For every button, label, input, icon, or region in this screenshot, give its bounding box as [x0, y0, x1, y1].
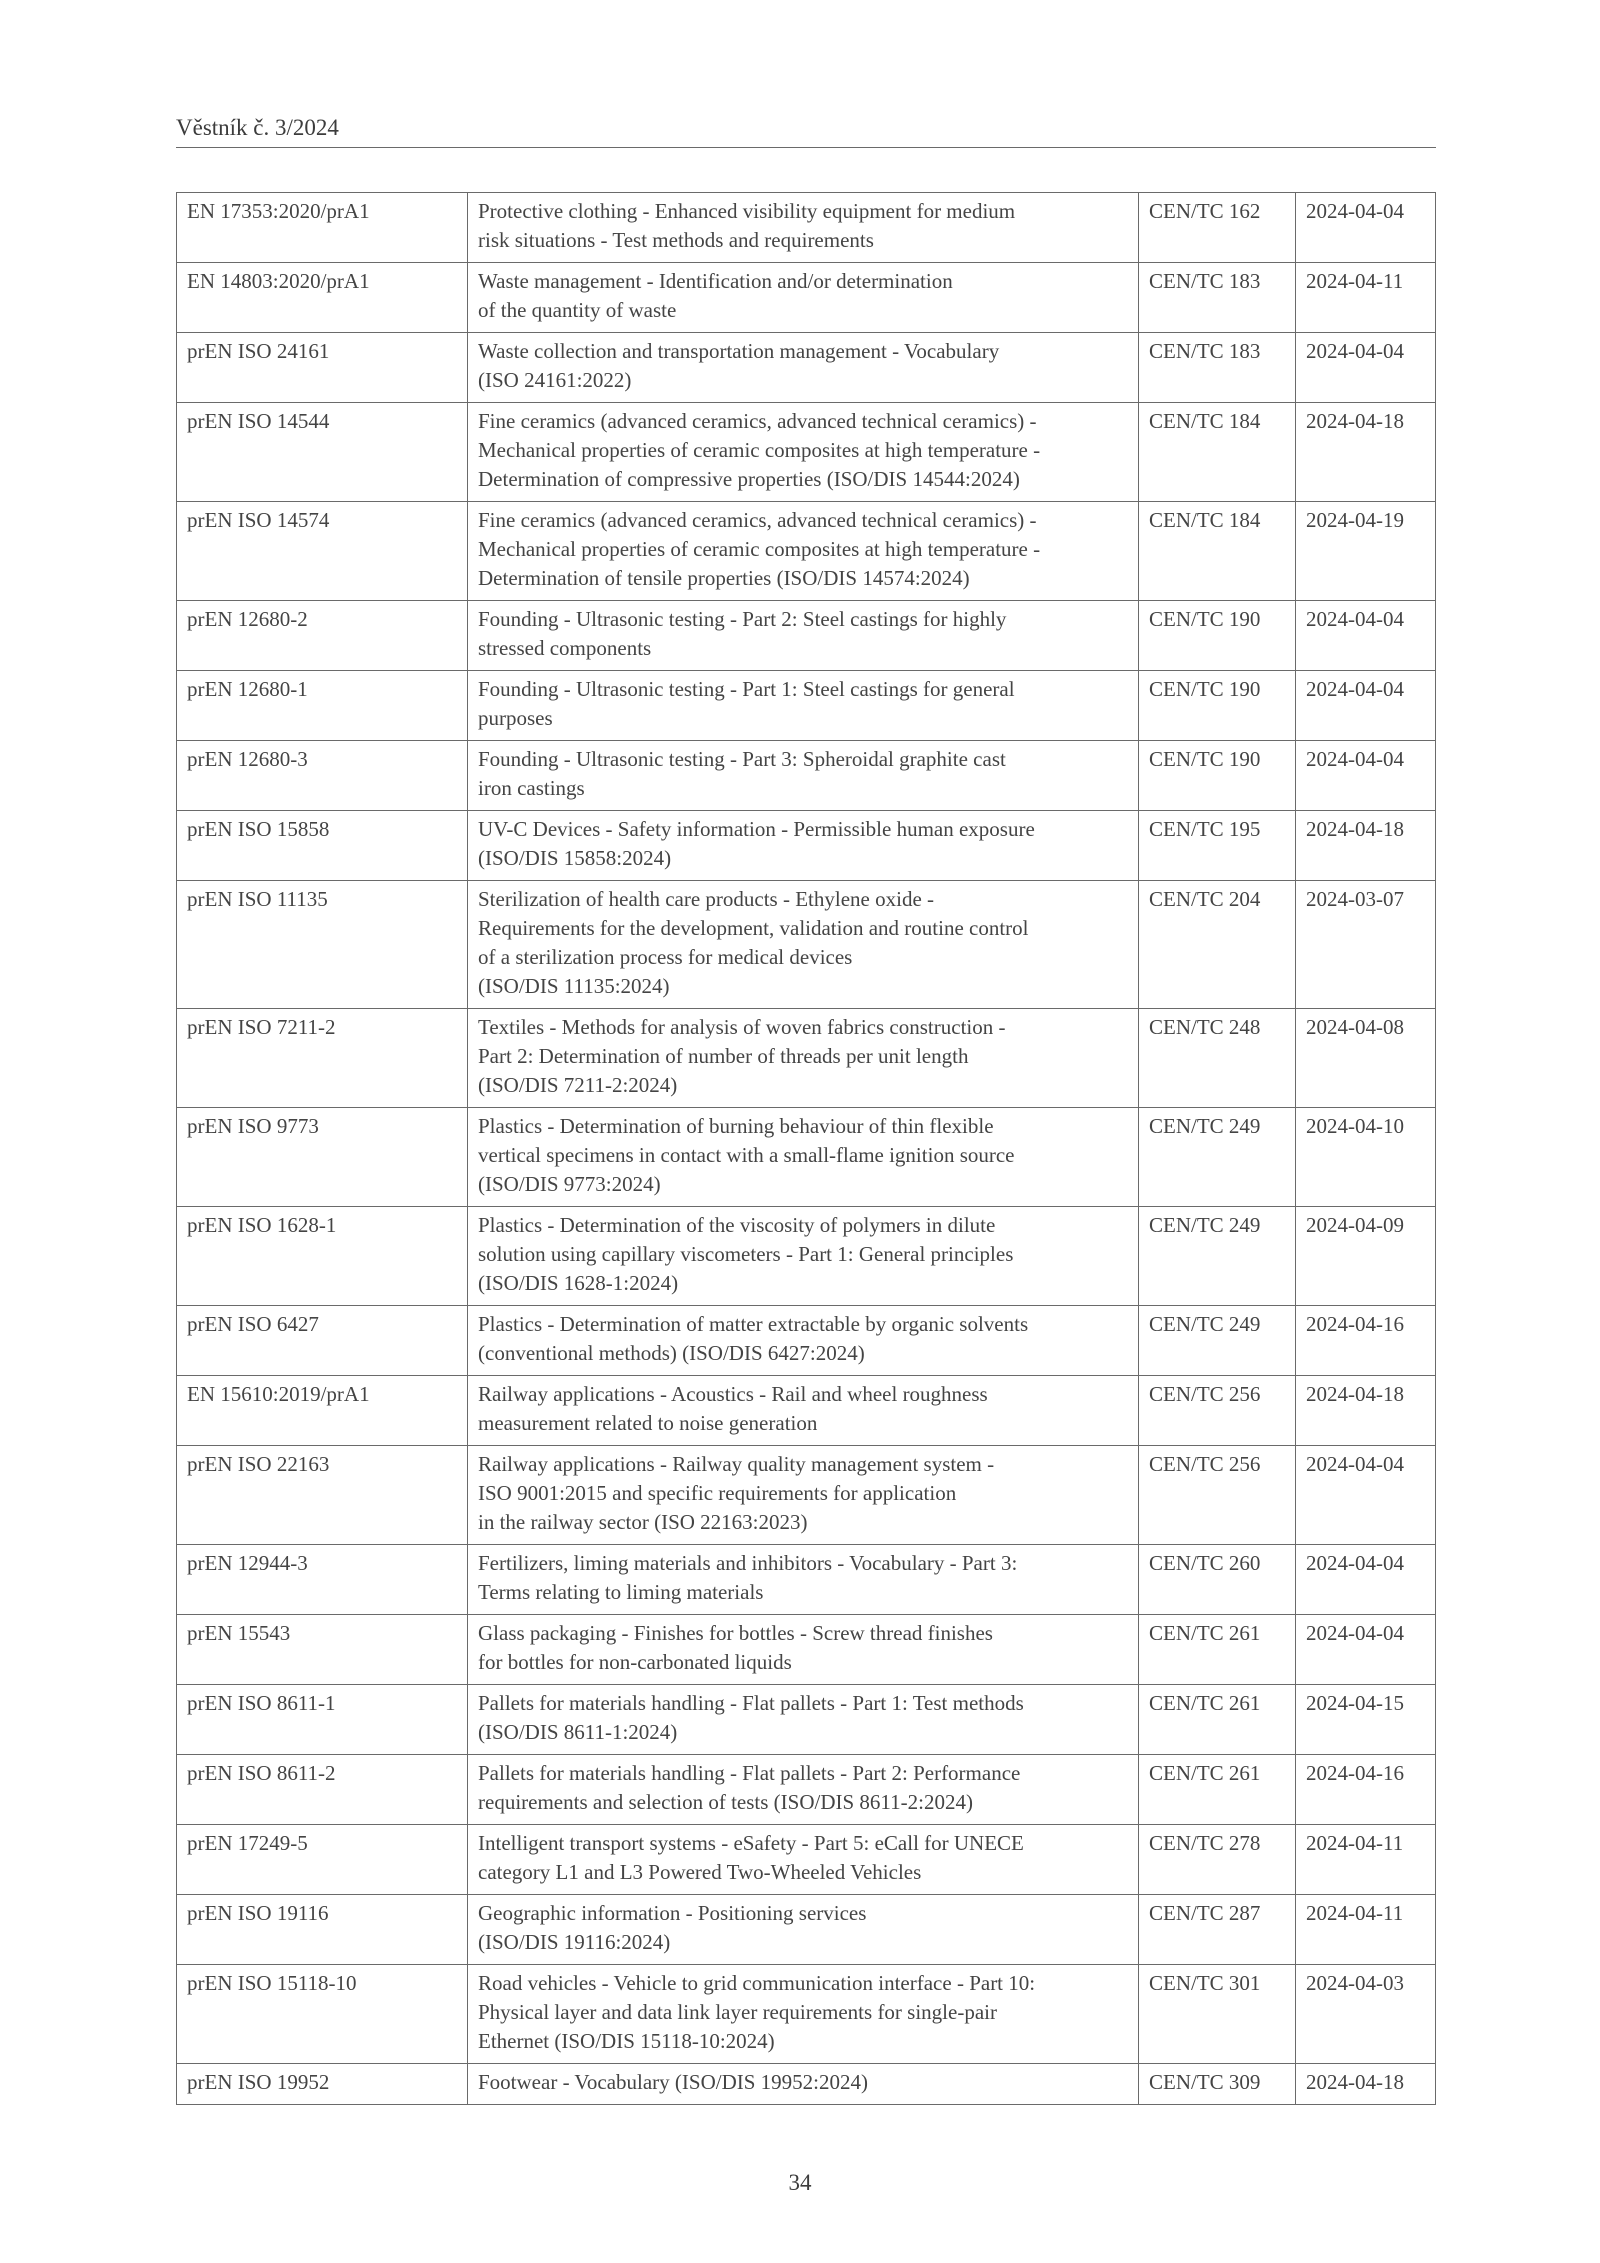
technical-committee: CEN/TC 249 [1139, 1306, 1296, 1376]
technical-committee: CEN/TC 183 [1139, 263, 1296, 333]
standard-title: Plastics - Determination of the viscosity of polymers in dilute solution using capillary viscometers - Part 1: General principles (ISO/DIS 1628-1:2024) [468, 1207, 1139, 1306]
deadline-date: 2024-04-03 [1296, 1965, 1436, 2064]
deadline-date: 2024-04-18 [1296, 2064, 1436, 2105]
standard-code: prEN ISO 19116 [177, 1895, 468, 1965]
standard-code: prEN ISO 11135 [177, 881, 468, 1009]
table-row [177, 193, 1436, 263]
deadline-date: 2024-04-10 [1296, 1108, 1436, 1207]
technical-committee: CEN/TC 287 [1139, 1895, 1296, 1965]
table-row [177, 1306, 1436, 1376]
deadline-date: 2024-04-04 [1296, 741, 1436, 811]
standards-table [176, 192, 1436, 2105]
table-row [177, 1895, 1436, 1965]
table-row [177, 671, 1436, 741]
page-header: Věstník č. 3/2024 [176, 113, 1436, 148]
standard-title: Textiles - Methods for analysis of woven fabrics construction - Part 2: Determination of number of threads per unit length (ISO/DIS 7211-2:2024) [468, 1009, 1139, 1108]
table-row [177, 1615, 1436, 1685]
table-row [177, 403, 1436, 502]
standard-title: Plastics - Determination of matter extractable by organic solvents (conventional methods) (ISO/DIS 6427:2024) [468, 1306, 1139, 1376]
standard-code: prEN ISO 14544 [177, 403, 468, 502]
technical-committee: CEN/TC 256 [1139, 1446, 1296, 1545]
standard-code: prEN 17249-5 [177, 1825, 468, 1895]
table-row [177, 1446, 1436, 1545]
table-row [177, 1108, 1436, 1207]
standard-code: prEN 15543 [177, 1615, 468, 1685]
standard-code: EN 14803:2020/prA1 [177, 263, 468, 333]
deadline-date: 2024-04-04 [1296, 601, 1436, 671]
standard-title: Sterilization of health care products - Ethylene oxide - Requirements for the development, validation and routine control of a sterilization process for medical devices (ISO/DIS 11135:2024) [468, 881, 1139, 1009]
table-row [177, 1825, 1436, 1895]
table-row [177, 741, 1436, 811]
standard-code: prEN ISO 7211-2 [177, 1009, 468, 1108]
deadline-date: 2024-04-04 [1296, 1615, 1436, 1685]
standard-title: Waste management - Identification and/or determination of the quantity of waste [468, 263, 1139, 333]
standard-code: prEN ISO 8611-1 [177, 1685, 468, 1755]
standard-title: Plastics - Determination of burning behaviour of thin flexible vertical specimens in contact with a small-flame ignition source (ISO/DIS 9773:2024) [468, 1108, 1139, 1207]
technical-committee: CEN/TC 249 [1139, 1207, 1296, 1306]
technical-committee: CEN/TC 204 [1139, 881, 1296, 1009]
standard-code: EN 15610:2019/prA1 [177, 1376, 468, 1446]
table-row [177, 811, 1436, 881]
standard-code: prEN 12944-3 [177, 1545, 468, 1615]
standard-title: Waste collection and transportation management - Vocabulary (ISO 24161:2022) [468, 333, 1139, 403]
standard-code: prEN ISO 6427 [177, 1306, 468, 1376]
deadline-date: 2024-04-11 [1296, 1825, 1436, 1895]
standard-title: Footwear - Vocabulary (ISO/DIS 19952:2024) [468, 2064, 1139, 2105]
technical-committee: CEN/TC 278 [1139, 1825, 1296, 1895]
table-row [177, 2064, 1436, 2105]
standard-title: Pallets for materials handling - Flat pallets - Part 1: Test methods (ISO/DIS 8611-1:2024) [468, 1685, 1139, 1755]
table-row [177, 1545, 1436, 1615]
deadline-date: 2024-04-11 [1296, 263, 1436, 333]
standard-code: prEN 12680-3 [177, 741, 468, 811]
technical-committee: CEN/TC 184 [1139, 502, 1296, 601]
standard-title: Glass packaging - Finishes for bottles - Screw thread finishes for bottles for non-carbonated liquids [468, 1615, 1139, 1685]
deadline-date: 2024-04-18 [1296, 811, 1436, 881]
standard-code: prEN 12680-1 [177, 671, 468, 741]
deadline-date: 2024-04-04 [1296, 333, 1436, 403]
standard-code: prEN ISO 19952 [177, 2064, 468, 2105]
standard-title: UV-C Devices - Safety information - Permissible human exposure (ISO/DIS 15858:2024) [468, 811, 1139, 881]
standard-title: Road vehicles - Vehicle to grid communication interface - Part 10: Physical layer and data link layer requirements for single-pair Ethernet (ISO/DIS 15118-10:2024) [468, 1965, 1139, 2064]
deadline-date: 2024-03-07 [1296, 881, 1436, 1009]
deadline-date: 2024-04-09 [1296, 1207, 1436, 1306]
deadline-date: 2024-04-16 [1296, 1306, 1436, 1376]
table-row [177, 1755, 1436, 1825]
standard-code: prEN 12680-2 [177, 601, 468, 671]
standard-code: prEN ISO 1628-1 [177, 1207, 468, 1306]
deadline-date: 2024-04-18 [1296, 1376, 1436, 1446]
technical-committee: CEN/TC 190 [1139, 671, 1296, 741]
standard-title: Founding - Ultrasonic testing - Part 2: Steel castings for highly stressed components [468, 601, 1139, 671]
standards-table-body [177, 193, 1436, 2105]
deadline-date: 2024-04-04 [1296, 1446, 1436, 1545]
technical-committee: CEN/TC 249 [1139, 1108, 1296, 1207]
standard-code: prEN ISO 9773 [177, 1108, 468, 1207]
deadline-date: 2024-04-04 [1296, 193, 1436, 263]
deadline-date: 2024-04-11 [1296, 1895, 1436, 1965]
deadline-date: 2024-04-19 [1296, 502, 1436, 601]
technical-committee: CEN/TC 190 [1139, 601, 1296, 671]
standard-title: Founding - Ultrasonic testing - Part 1: Steel castings for general purposes [468, 671, 1139, 741]
table-row [177, 1009, 1436, 1108]
standard-code: prEN ISO 24161 [177, 333, 468, 403]
table-row [177, 1965, 1436, 2064]
technical-committee: CEN/TC 162 [1139, 193, 1296, 263]
standard-title: Intelligent transport systems - eSafety - Part 5: eCall for UNECE category L1 and L3 Powered Two-Wheeled Vehicles [468, 1825, 1139, 1895]
table-row [177, 333, 1436, 403]
technical-committee: CEN/TC 309 [1139, 2064, 1296, 2105]
deadline-date: 2024-04-08 [1296, 1009, 1436, 1108]
table-row [177, 502, 1436, 601]
standard-code: prEN ISO 14574 [177, 502, 468, 601]
deadline-date: 2024-04-15 [1296, 1685, 1436, 1755]
table-row [177, 1685, 1436, 1755]
technical-committee: CEN/TC 256 [1139, 1376, 1296, 1446]
technical-committee: CEN/TC 261 [1139, 1615, 1296, 1685]
standard-title: Railway applications - Acoustics - Rail and wheel roughness measurement related to noise generation [468, 1376, 1139, 1446]
table-row [177, 601, 1436, 671]
page-number: 34 [788, 2170, 812, 2195]
table-row [177, 881, 1436, 1009]
standard-title: Protective clothing - Enhanced visibility equipment for medium risk situations - Test methods and requirements [468, 193, 1139, 263]
table-row [177, 1207, 1436, 1306]
technical-committee: CEN/TC 183 [1139, 333, 1296, 403]
technical-committee: CEN/TC 301 [1139, 1965, 1296, 2064]
technical-committee: CEN/TC 260 [1139, 1545, 1296, 1615]
deadline-date: 2024-04-18 [1296, 403, 1436, 502]
technical-committee: CEN/TC 248 [1139, 1009, 1296, 1108]
technical-committee: CEN/TC 261 [1139, 1755, 1296, 1825]
table-row [177, 263, 1436, 333]
technical-committee: CEN/TC 190 [1139, 741, 1296, 811]
standard-title: Pallets for materials handling - Flat pallets - Part 2: Performance requirements and selection of tests (ISO/DIS 8611-2:2024) [468, 1755, 1139, 1825]
deadline-date: 2024-04-16 [1296, 1755, 1436, 1825]
technical-committee: CEN/TC 261 [1139, 1685, 1296, 1755]
standard-code: prEN ISO 8611-2 [177, 1755, 468, 1825]
standard-title: Fine ceramics (advanced ceramics, advanced technical ceramics) - Mechanical properties of ceramic composites at high temperature - Determination of compressive properties (ISO/DIS 14544:2024) [468, 403, 1139, 502]
standard-title: Founding - Ultrasonic testing - Part 3: Spheroidal graphite cast iron castings [468, 741, 1139, 811]
standard-code: prEN ISO 22163 [177, 1446, 468, 1545]
deadline-date: 2024-04-04 [1296, 671, 1436, 741]
standard-code: EN 17353:2020/prA1 [177, 193, 468, 263]
standard-code: prEN ISO 15118-10 [177, 1965, 468, 2064]
technical-committee: CEN/TC 184 [1139, 403, 1296, 502]
standard-title: Fertilizers, liming materials and inhibitors - Vocabulary - Part 3: Terms relating to liming materials [468, 1545, 1139, 1615]
technical-committee: CEN/TC 195 [1139, 811, 1296, 881]
standard-title: Railway applications - Railway quality management system - ISO 9001:2015 and specific requirements for application in the railway sector (ISO 22163:2023) [468, 1446, 1139, 1545]
table-row [177, 1376, 1436, 1446]
deadline-date: 2024-04-04 [1296, 1545, 1436, 1615]
standard-title: Fine ceramics (advanced ceramics, advanced technical ceramics) - Mechanical properties of ceramic composites at high temperature - Determination of tensile properties (ISO/DIS 14574:2024) [468, 502, 1139, 601]
standard-title: Geographic information - Positioning services (ISO/DIS 19116:2024) [468, 1895, 1139, 1965]
standard-code: prEN ISO 15858 [177, 811, 468, 881]
